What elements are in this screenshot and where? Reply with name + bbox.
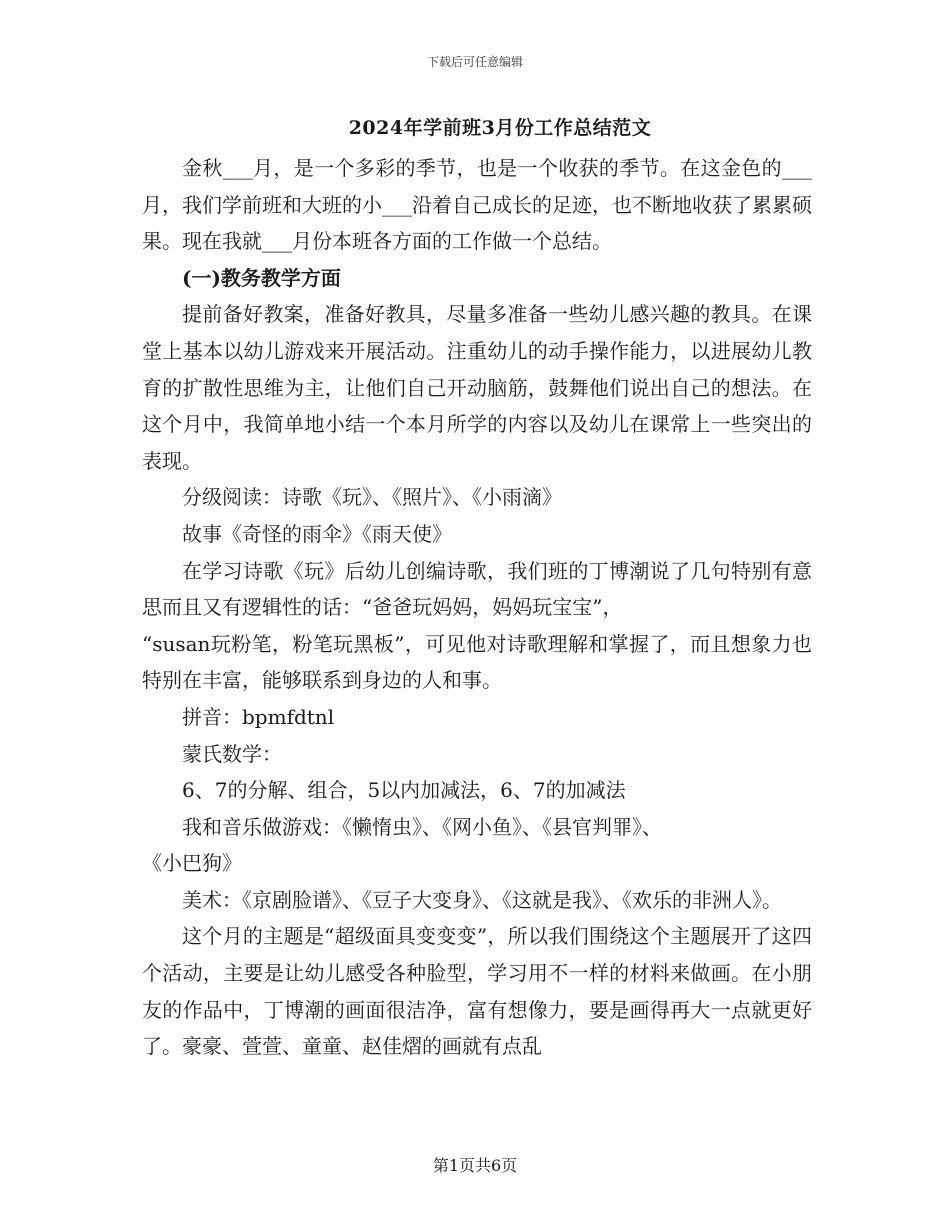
paragraph-math: 6、7的分解、组合，5以内加减法，6、7的加减法: [182, 778, 626, 803]
section-heading: (一)教务教学方面: [182, 265, 341, 290]
paragraph-poem-quote: “susan玩粉笔，粉笔玩黑板”，可见他对诗歌理解和掌握了，而且想象力也特别在丰富，能够联系到身边的人和事。: [142, 631, 812, 693]
paragraph-stories: 故事《奇怪的雨伞》《雨天使》: [182, 521, 452, 546]
paragraph-teaching: 提前备好教案，准备好教具，尽量多准备一些幼儿感兴趣的教具。在课堂上基本以幼儿游戏来开展活动。注重幼儿的动手操作能力，以进展幼儿教育的扩散性思维为主，让他们自己开动脑筋，鼓舞他们说出自己的想法。在这个月中，我简单地小结一个本月所学的内容以及幼儿在课常上一些突出的表现。: [142, 302, 812, 473]
paragraph-poem-creation: 在学习诗歌《玩》后幼儿创编诗歌，我们班的丁博潮说了几句特别有意思而且又有逻辑性的话：“爸爸玩妈妈，妈妈玩宝宝”，: [142, 558, 812, 620]
paragraph-reading: 分级阅读：诗歌《玩》、《照片》、《小雨滴》: [182, 485, 562, 510]
paragraph-theme: 这个月的主题是“超级面具变变变”，所以我们围绕这个主题展开了这四个活动，主要是让幼儿感受各种脸型，学习用不一样的材料来做画。在小朋友的作品中，丁博潮的画面很洁净，富有想像力，要是画得再大一点就更好了。豪豪、萱萱、童童、赵佳熠的画就有点乱: [142, 924, 812, 1059]
paragraph-music: 我和音乐做游戏：《懒惰虫》、《网小鱼》、《县官判罪》、: [182, 814, 662, 839]
document-body: [142, 150, 812, 1065]
paragraph-intro: 金秋___月，是一个多彩的季节，也是一个收获的季节。在这金色的___月，我们学前班和大班的小___沿着自己成长的足迹，也不断地收获了累累硕果。现在我就___月份本班各方面的工作做一个总结。: [142, 156, 812, 254]
paragraph-pinyin: 拼音：bpmfdtnl: [182, 704, 335, 729]
document-title: 2024年学前班3月份工作总结范文: [348, 117, 652, 139]
paragraph-math-heading: 蒙氏数学：: [182, 741, 282, 766]
paragraph-music-continued: 《小巴狗》: [142, 851, 242, 876]
paragraph-art: 美术：《京剧脸谱》、《豆子大变身》、《这就是我》、《欢乐的非洲人》。: [182, 887, 782, 912]
page-header-note: 下载后可任意编辑: [426, 55, 523, 69]
page-number: 第1页共6页: [432, 1156, 518, 1175]
